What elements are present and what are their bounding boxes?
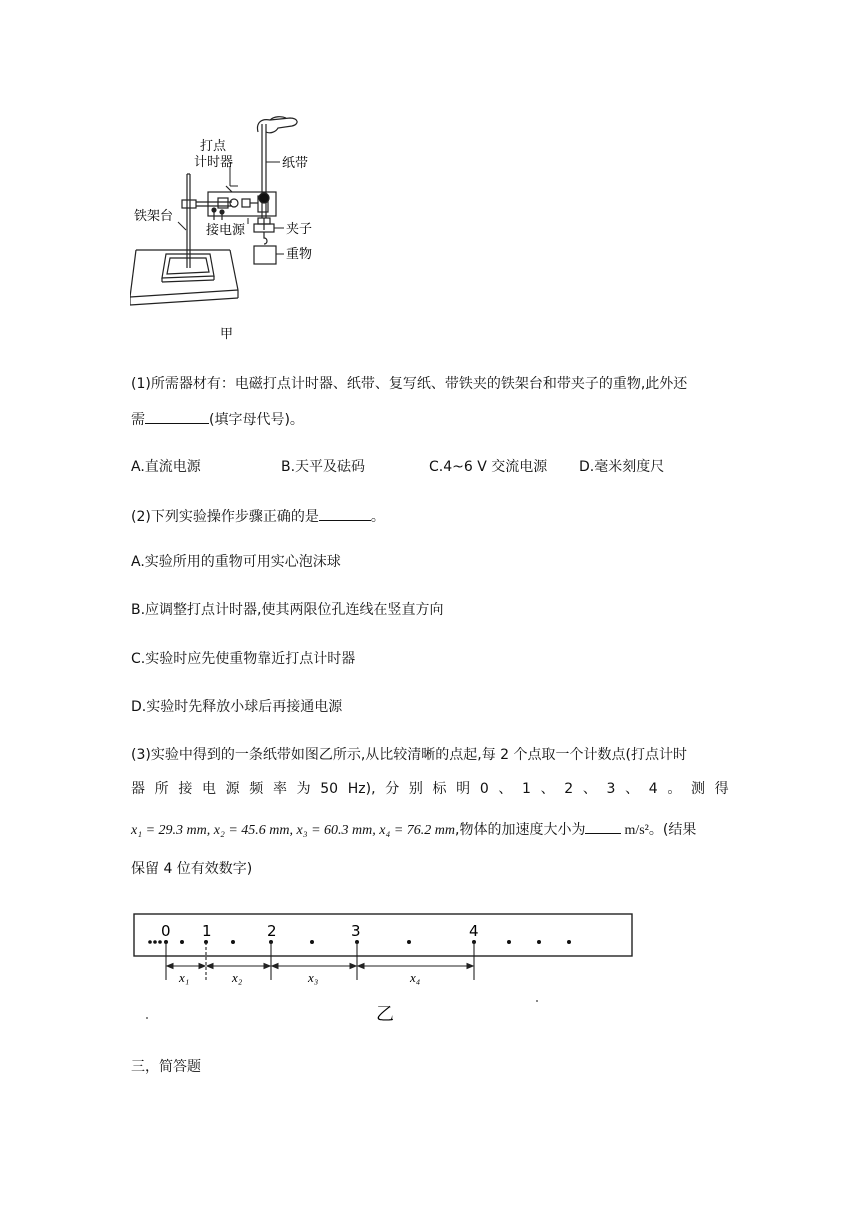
q1-option-a: A.直流电源 [131,459,201,475]
q3-token: 明 [456,781,471,797]
q1-option-d: D.毫米刻度尺 [579,459,665,475]
q3-unit: m/s² [624,823,649,838]
dimension-arrows [167,964,473,969]
tape-dots [164,940,571,944]
weight-drawing [254,218,276,264]
q2-stem-pre: (2)下列实验操作步骤正确的是 [131,509,319,525]
q3-token: 电 [201,781,216,797]
q3-token: 器 [131,781,145,797]
q3-token: 别 [408,781,423,797]
q3-answer-blank[interactable] [585,819,621,834]
q3-token: 、 [625,781,640,797]
stray-mark [146,1017,148,1019]
q3-token: 标 [432,781,447,797]
q3-token: 得 [714,781,729,797]
q3-token: 所 [154,781,169,797]
q1-line2 [131,409,731,429]
q3-line3 [131,819,731,840]
segment-label-x3: x₃ [308,970,319,985]
apparatus-figure [130,112,340,342]
segment-label-x4: x₄ [410,970,421,985]
point-label-3: 3 [351,922,361,940]
label-timer-1: 打点 [200,139,227,154]
q2-option-a: A.实验所用的重物可用实心泡沫球 [131,554,341,570]
q2-stem [131,506,731,526]
q3-token: 、 [540,781,555,797]
q3-token: 3 [606,781,616,797]
q1-line2-pre: 需 [131,412,145,428]
q1-option-c: C.4~6 V 交流电源 [429,459,548,475]
q3-token: 率 [272,781,287,797]
q2-option-b: B.应调整打点计时器,使其两限位孔连线在竖直方向 [131,602,444,618]
q3-line2 [131,780,729,798]
q3-token: 。 [667,781,682,797]
tape-figure [128,908,648,1028]
q3-token: 1 [522,781,531,797]
q3-line3-mid: ,物体的加速度大小为 [455,822,586,838]
point-label-1: 1 [202,922,212,940]
q1-line1: (1)所需器材有：电磁打点计时器、纸带、复写纸、带铁夹的铁架台和带夹子的重物,此外还 [131,376,688,392]
q3-token: 4 [648,781,658,797]
label-timer-2: 计时器 [194,155,234,170]
q3-token: 频 [249,781,264,797]
figure-b-caption: 乙 [376,1004,394,1025]
leading-dots [148,940,162,944]
q2-stem-post: 。 [370,509,385,525]
q2-option-d: D.实验时先释放小球后再接通电源 [131,699,343,715]
q3-token: 、 [582,781,597,797]
q1-line2-post: (填字母代号)。 [209,412,304,428]
q1-option-b: B.天平及砝码 [281,459,366,475]
q3-token: 源 [225,781,240,797]
segment-label-x2: x₂ [232,970,243,985]
q3-token: 分 [385,781,400,797]
q3-token: 2 [564,781,574,797]
q3-token: 50 [320,781,339,797]
label-stand: 铁架台 [134,209,174,224]
tape-drawing [258,117,298,230]
q3-token: 接 [178,781,193,797]
segment-label-x1: x₁ [179,970,190,985]
stray-mark [536,1000,538,1002]
section-title: 三，简答题 [131,1059,201,1075]
q3-formula: x₁ = 29.3 mm, x₂ = 45.6 mm, x₃ = 60.3 mm, x₄ = 76.2 mm [131,823,455,838]
q3-token: 0 [479,781,489,797]
marker-lines [166,942,474,980]
label-tape: 纸带 [282,156,309,171]
q3-token: 测 [690,781,705,797]
point-label-4: 4 [469,922,479,940]
q2-option-c: C.实验时应先使重物靠近打点计时器 [131,651,356,667]
q3-line4: 保留 4 位有效数字) [131,861,253,877]
point-label-0: 0 [161,922,171,940]
figure-a-caption: 甲 [220,327,234,342]
point-label-2: 2 [267,922,277,940]
q3-token: 为 [296,781,311,797]
q3-line3-post: 。(结果 [648,822,697,838]
stand-base [162,254,214,282]
q1-answer-blank[interactable] [145,409,209,424]
label-clip: 夹子 [286,222,313,237]
q3-token: Hz), [347,781,376,797]
label-weight: 重物 [286,247,313,262]
label-power: 接电源 [206,223,246,238]
q2-answer-blank[interactable] [319,506,371,521]
q3-line1: (3)实验中得到的一条纸带如图乙所示,从比较清晰的点起,每 2 个点取一个计数点(打点计时 [131,747,687,763]
q3-token: 、 [498,781,513,797]
